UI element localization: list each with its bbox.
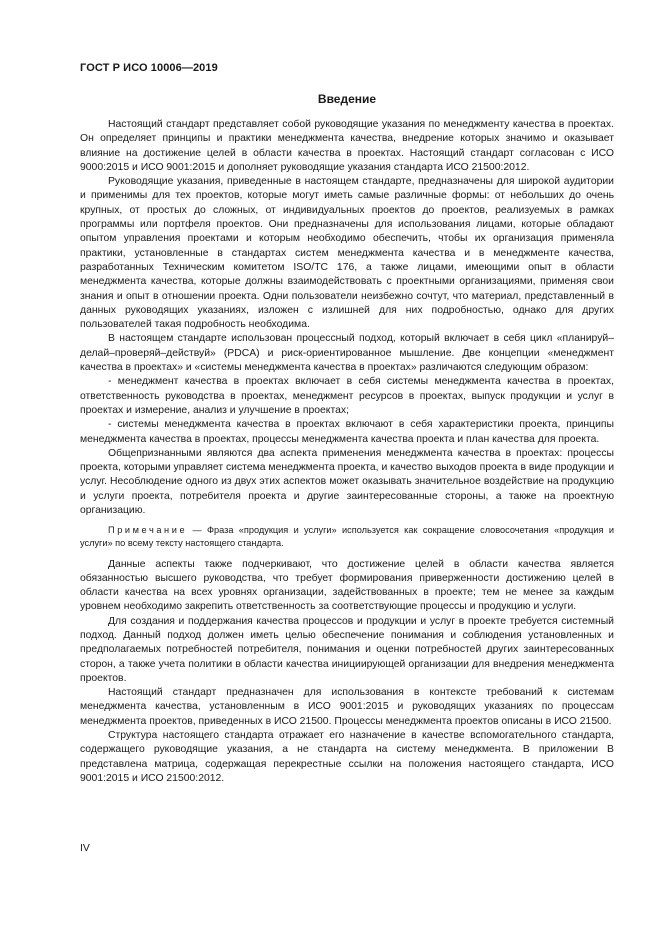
paragraph: Данные аспекты также подчеркивают, что достижение целей в области качества является обязанностью высшего руководства, что требует формирования приверженности достижению целей в области качества на всех уровнях организации, задействованных в проекте; тем не менее за каждым уровнем необходимо закрепить ответственность за соответствующие процессы и продукцию и услуги. [80, 558, 614, 613]
paragraph: Настоящий стандарт представляет собой руководящие указания по менеджменту качества в проектах. Он определяет принципы и практики менеджмента качества, внедрение которых значимо и оказывает влияние на достижение целей в области качества в проектах. Настоящий стандарт согласован с ИСО 9000:2015 и ИСО 9001:2015 и дополняет руководящие указания стандарта ИСО 21500:2012. [80, 119, 614, 173]
section-body [80, 118, 614, 786]
page-number: IV [80, 843, 90, 854]
note-label: Примечание [108, 525, 188, 536]
paragraph: В настоящем стандарте использован процессный подход, который включает в себя цикл «планируй–делай–проверяй–действуй» (PDCA) и риск-ориентированное мышление. Две концепции «менеджмент качества в проектах» и «системы менеджмента качества в проектах» различаются следующим образом: [80, 333, 614, 374]
paragraph: Руководящие указания, приведенные в настоящем стандарте, предназначены для широкой аудитории и применимы для тех проектов, которые могут иметь самые различные формы: от небольших до очень крупных, от простых до сложных, от индивидуальных проектов до проектов, реализуемых в рамках программы или портфеля проектов. Они предназначены для использования лицами, которые обладают опытом управления проектами и которым необходимо обеспечить, чтобы их организация применяла практики, установленные в стандартах систем менеджмента качества и в менеджменте качества, разработанных Техническим комитетом ISO/TC 176, а также лицами, имеющими опыт в области менеджмента качества, которые должны взаимодействовать с проектными организациями, применяя свои знания и опыт в отношении проекта. Одни пользователи неизбежно сочтут, что материал, представленный в данных руководящих указаниях, изложен с излишней для них подробностью, однако для других пользователей такая подробность необходима. [80, 176, 614, 331]
list-item: - системы менеджмента качества в проектах включают в себя характеристики проекта, принципы менеджмента качества в проектах, процессы менеджмента качества проекта и план качества для проекта. [80, 419, 614, 445]
standard-header: ГОСТ Р ИСО 10006—2019 [80, 62, 218, 74]
paragraph: Структура настоящего стандарта отражает его назначение в качестве вспомогательного стандарта, содержащего руководящие указания, а не стандарта на систему менеджмента. В приложении В представлена матрица, содержащая перекрестные ссылки на положения настоящего стандарта, ИСО 9001:2015 и ИСО 21500:2012. [80, 730, 614, 784]
paragraph: Общепризнанными являются два аспекта применения менеджмента качества в проектах: процессы проекта, которыми управляет система менеджмента проекта, и качество выходов проекта в виде продукции и услуг. Несоблюдение одного из двух этих аспектов может оказывать значительное воздействие на продукцию и услуги проекта, потребителя проекта и другие заинтересованные стороны, а также на проектную организацию. [80, 447, 614, 517]
paragraph: Настоящий стандарт предназначен для использования в контексте требований к системам менеджмента качества, установленным в ИСО 9001:2015 и руководящих указаниях по процессам менеджмента проектов, приведенных в ИСО 21500. Процессы менеджмента проектов описаны в ИСО 21500. [80, 687, 614, 727]
note-text: — Фраза «продукция и услуги» используется как сокращение словосочетания «продукция и услуги» по всему тексту настоящего стандарта. [80, 525, 614, 548]
list-item: - менеджмент качества в проектах включает в себя системы менеджмента качества в проектах, ответственность руководства в проектах, менеджмент ресурсов в проектах, выпуск продукции и услуг в проектах и измерение, анализ и улучшение в проектах; [80, 376, 614, 416]
paragraph: Для создания и поддержания качества процессов и продукции и услуг в проекте требуется системный подход. Данный подход должен иметь целью обеспечение понимания и соблюдения установленных и предполагаемых потребностей потребителя, понимания и оценки потребностей других заинтересованных сторон, а также учета политики в области качества инициирующей организации для внедрения менеджмента проектов. [80, 615, 614, 684]
note [80, 524, 614, 549]
section-title: Введение [317, 92, 377, 106]
